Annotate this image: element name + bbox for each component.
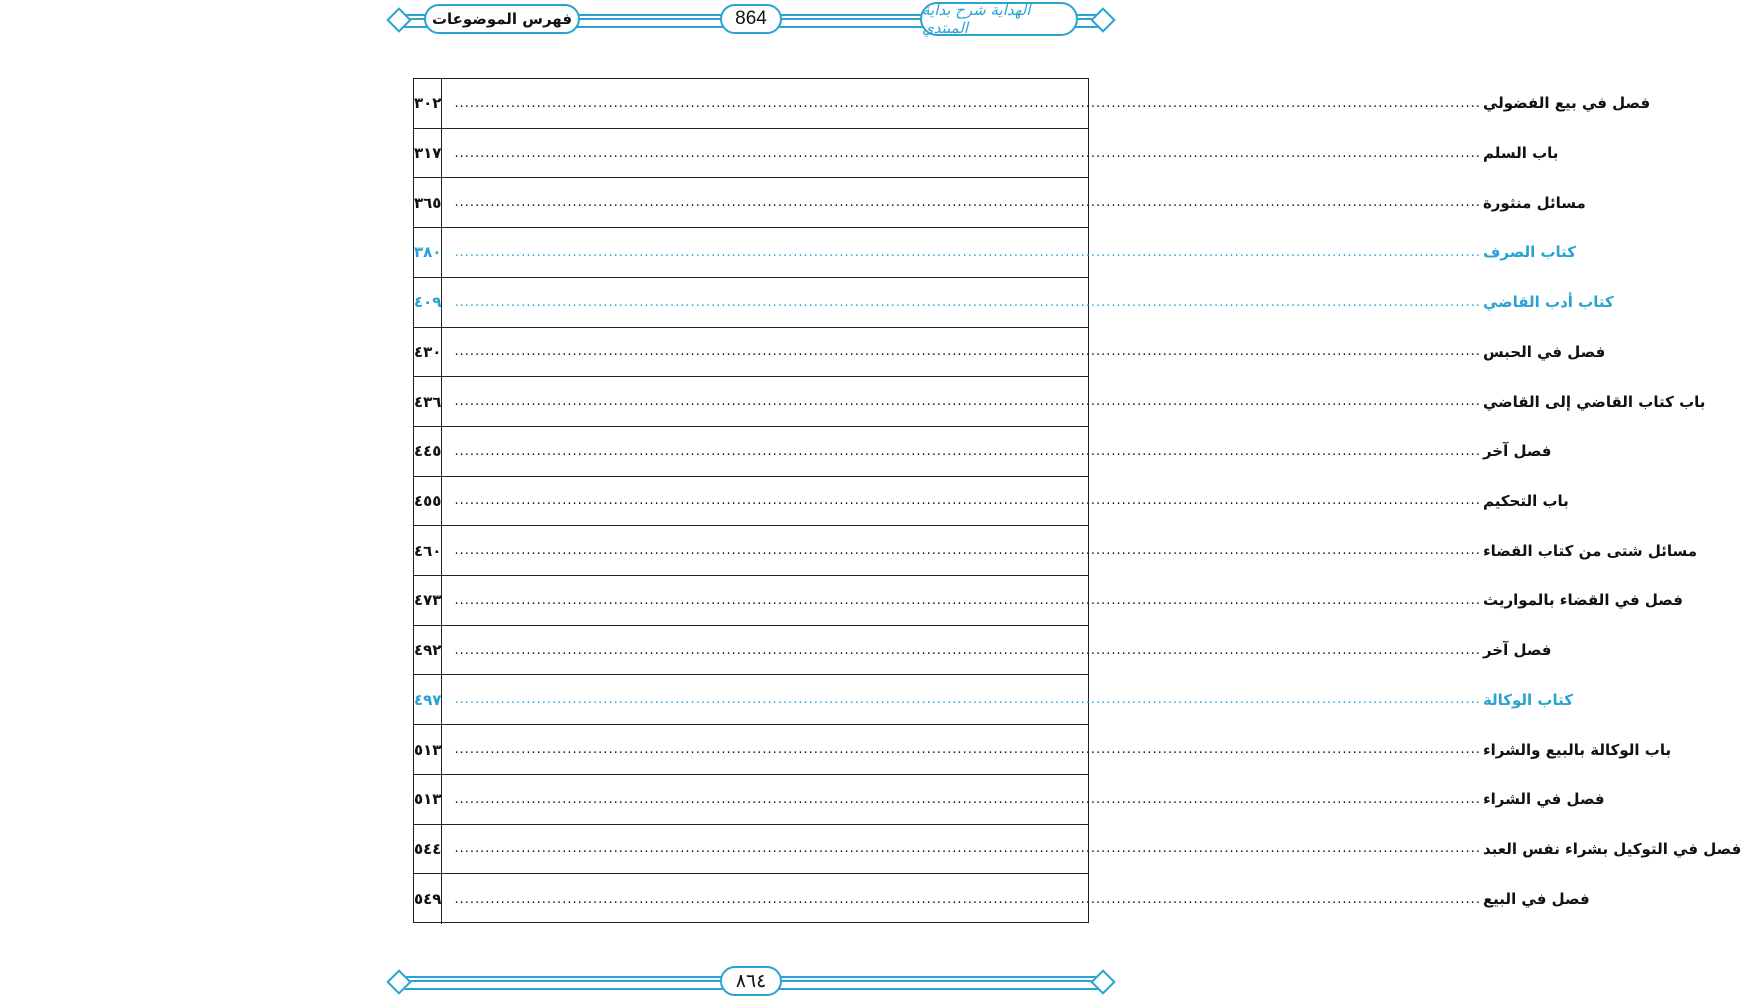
toc-title-cell — [442, 79, 1658, 128]
toc-row — [414, 377, 1706, 427]
toc-row — [414, 576, 1683, 626]
toc-page-number: ٥٤٤ — [414, 825, 442, 874]
toc-entry-title: فصل في البيع — [1482, 890, 1590, 909]
toc-page-number: ٣٠٢ — [414, 79, 442, 128]
toc-row — [414, 328, 1606, 378]
toc-leader-dots: ........................................................................................................................................................................................................ — [454, 294, 1481, 310]
toc-row — [414, 725, 1672, 775]
toc-entry-title: كتاب الصرف — [1482, 243, 1577, 262]
book-title: الهداية شرح بداية المبتدي — [920, 2, 1078, 36]
toc-leader-dots: ........................................................................................................................................................................................................ — [454, 692, 1481, 708]
toc-leader-dots: ........................................................................................................................................................................................................ — [454, 841, 1481, 857]
toc-page-number: ٣٨٠ — [414, 228, 442, 277]
ornament-left-icon — [386, 969, 411, 994]
toc-leader-dots: ........................................................................................................................................................................................................ — [454, 592, 1481, 608]
toc-title-cell — [442, 775, 1612, 824]
toc-row — [414, 526, 1698, 576]
toc-title-cell — [442, 675, 1581, 724]
toc-leader-dots: ........................................................................................................................................................................................................ — [454, 394, 1481, 410]
toc-page-number: ٤٠٩ — [414, 278, 442, 327]
toc-leader-dots: ........................................................................................................................................................................................................ — [454, 493, 1481, 509]
toc-page-number: ٣١٧ — [414, 129, 442, 178]
toc-entry-title: كتاب الوكالة — [1482, 690, 1573, 709]
toc-entry-title: مسائل منثورة — [1482, 193, 1586, 212]
toc-title-cell — [442, 427, 1559, 476]
toc-leader-dots: ........................................................................................................................................................................................................ — [454, 791, 1481, 807]
ornament-right-icon — [1090, 969, 1115, 994]
page-number-bottom: ٨٦٤ — [720, 966, 782, 996]
toc-row — [414, 477, 1569, 527]
toc-page-number: ٣٦٥ — [414, 178, 442, 227]
toc-entry-title: فصل في التوكيل بشراء نفس العبد — [1482, 839, 1742, 858]
toc-page-number: ٤٥٥ — [414, 477, 442, 526]
toc-leader-dots: ........................................................................................................................................................................................................ — [454, 95, 1481, 111]
toc-row — [414, 675, 1573, 725]
toc-row — [414, 775, 1605, 825]
toc-entry-title: فصل في القضاء بالمواريث — [1482, 591, 1683, 610]
header-banner — [388, 0, 1114, 40]
toc-leader-dots: ........................................................................................................................................................................................................ — [454, 145, 1481, 161]
toc-title-cell — [442, 228, 1584, 277]
toc-title-cell — [442, 278, 1621, 327]
toc-entry-title: باب الوكالة بالبيع والشراء — [1482, 740, 1672, 759]
toc-title-cell — [442, 874, 1597, 924]
toc-title-cell — [442, 129, 1566, 178]
toc-entry-title: فصل آخر — [1482, 641, 1552, 660]
toc-row — [414, 79, 1651, 129]
toc-row — [414, 228, 1577, 278]
toc-page-number: ٥٤٩ — [414, 874, 442, 924]
toc-table — [413, 78, 1742, 923]
footer-banner — [388, 962, 1114, 1002]
toc-entry-title: باب التحكيم — [1482, 491, 1569, 510]
ornament-left-icon — [386, 7, 411, 32]
toc-page-number: ٤٩٢ — [414, 626, 442, 675]
toc-title-cell — [442, 328, 1613, 377]
toc-entry-title: كتاب أدب القاضي — [1482, 293, 1614, 312]
toc-entry-title: باب السلم — [1482, 144, 1559, 163]
toc-entry-title: فصل آخر — [1482, 442, 1552, 461]
toc-title-cell — [442, 477, 1576, 526]
toc-leader-dots: ........................................................................................................................................................................................................ — [454, 742, 1481, 758]
page-number-top: 864 — [720, 4, 782, 34]
toc-row — [414, 129, 1559, 179]
toc-title-cell — [442, 526, 1705, 575]
toc-page-number: ٥١٣ — [414, 775, 442, 824]
toc-leader-dots: ........................................................................................................................................................................................................ — [454, 344, 1481, 360]
toc-page-number: ٤٧٣ — [414, 576, 442, 625]
toc-title-cell — [442, 178, 1593, 227]
toc-row — [414, 278, 1614, 328]
ornament-right-icon — [1090, 7, 1115, 32]
toc-row — [414, 825, 1742, 875]
toc-title-cell — [442, 377, 1713, 426]
toc-entry-title: مسائل شتى من كتاب القضاء — [1482, 541, 1698, 560]
toc-page-number: ٤٩٧ — [414, 675, 442, 724]
toc-page-number: ٥١٣ — [414, 725, 442, 774]
toc-row — [414, 626, 1552, 676]
toc-page-number: ٤٦٠ — [414, 526, 442, 575]
toc-entry-title: باب كتاب القاضي إلى القاضي — [1482, 392, 1706, 411]
toc-title-cell — [442, 576, 1690, 625]
section-title: فهرس الموضوعات — [424, 4, 580, 34]
toc-leader-dots: ........................................................................................................................................................................................................ — [454, 543, 1481, 559]
toc-leader-dots: ........................................................................................................................................................................................................ — [454, 195, 1481, 211]
toc-title-cell — [442, 725, 1679, 774]
toc-leader-dots: ........................................................................................................................................................................................................ — [454, 891, 1481, 907]
toc-title-cell — [442, 825, 1749, 874]
toc-leader-dots: ........................................................................................................................................................................................................ — [454, 642, 1481, 658]
toc-page-number: ٤٣٠ — [414, 328, 442, 377]
toc-row — [414, 427, 1552, 477]
toc-page-number: ٤٤٥ — [414, 427, 442, 476]
toc-leader-dots: ........................................................................................................................................................................................................ — [454, 244, 1481, 260]
toc-entry-title: فصل في بيع الفضولي — [1482, 94, 1651, 113]
toc-entry-title: فصل في الشراء — [1482, 790, 1605, 809]
toc-entry-title: فصل في الحبس — [1482, 342, 1606, 361]
toc-title-cell — [442, 626, 1559, 675]
toc-page-number: ٤٣٦ — [414, 377, 442, 426]
toc-row — [414, 178, 1586, 228]
toc-row — [414, 874, 1590, 924]
toc-leader-dots: ........................................................................................................................................................................................................ — [454, 443, 1481, 459]
